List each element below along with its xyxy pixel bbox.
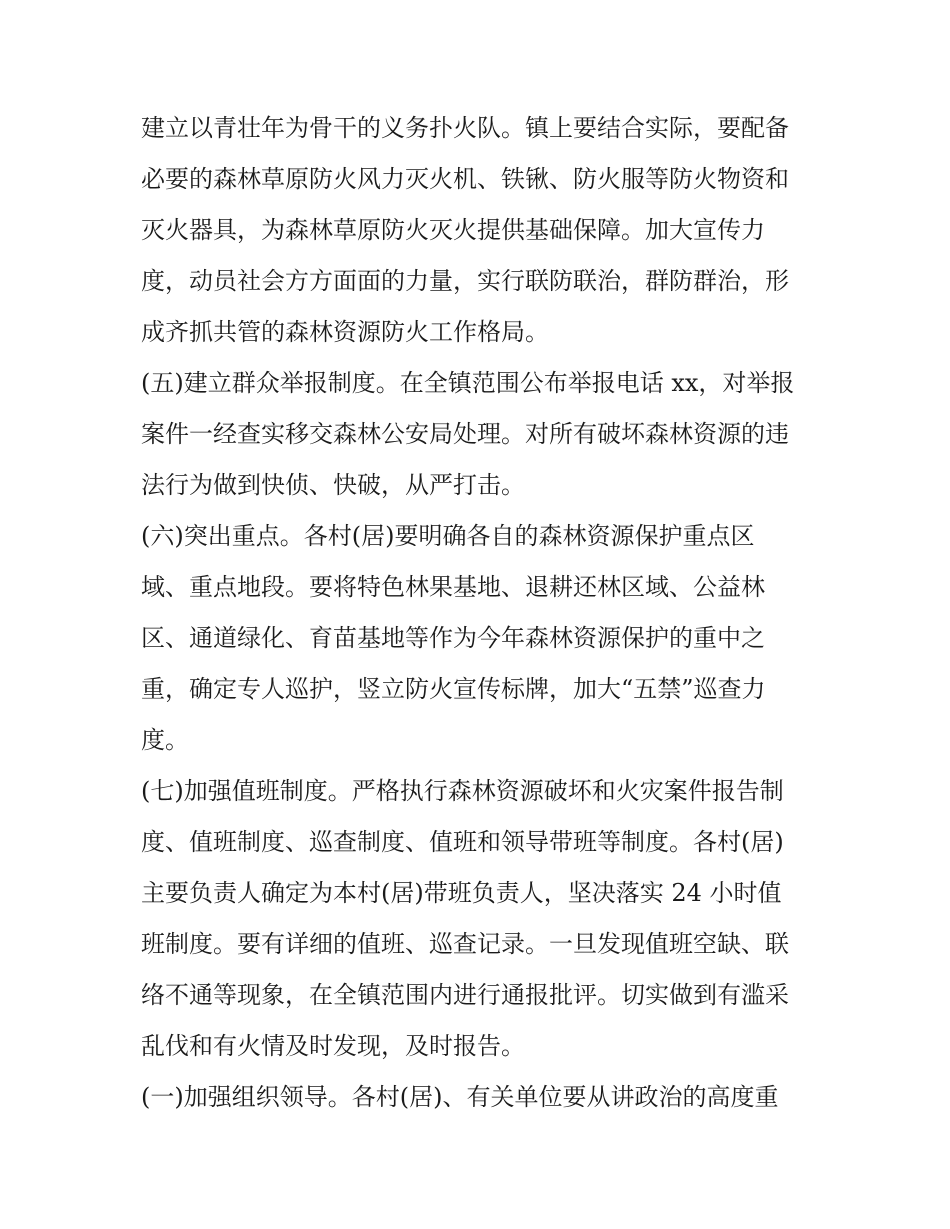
text-line: 案件一经查实移交森林公安局处理。对所有破坏森林资源的违: [141, 420, 789, 448]
text-line: 度、值班制度、巡查制度、值班和领导带班等制度。各村(居): [141, 828, 784, 856]
section-5-heading-line: (五)建立群众举报制度。在全镇范围公布举报电话 xx，对举报: [141, 369, 795, 397]
text-line: 区、通道绿化、育苗基地等作为今年森林资源保护的重中之: [141, 624, 765, 652]
text-line: 乱伐和有火情及时发现，及时报告。: [141, 1032, 525, 1060]
section-1-heading-line: (一)加强组织领导。各村(居)、有关单位要从讲政治的高度重: [141, 1083, 779, 1111]
text-line: 度。: [141, 726, 189, 754]
text-line: 主要负责人确定为本村(居)带班负责人，坚决落实 24 小时值: [141, 879, 782, 907]
document-body: [141, 103, 813, 1123]
text-line: 灭火器具，为森林草原防火灭火提供基础保障。加大宣传力: [141, 216, 765, 244]
text-line: 络不通等现象，在全镇范围内进行通报批评。切实做到有滥采: [141, 981, 789, 1009]
text-line: 度，动员社会方方面面的力量，实行联防联治，群防群治，形: [141, 267, 789, 295]
text-line: 建立以青壮年为骨干的义务扑火队。镇上要结合实际，要配备: [141, 114, 789, 142]
text-line: 域、重点地段。要将特色林果基地、退耕还林区域、公益林: [141, 573, 765, 601]
text-line: 必要的森林草原防火风力灭火机、铁锹、防火服等防火物资和: [141, 165, 789, 193]
text-line: 班制度。要有详细的值班、巡查记录。一旦发现值班空缺、联: [141, 930, 789, 958]
text-line: 法行为做到快侦、快破，从严打击。: [141, 471, 525, 499]
section-6-heading-line: (六)突出重点。各村(居)要明确各自的森林资源保护重点区: [141, 522, 755, 550]
text-line: 成齐抓共管的森林资源防火工作格局。: [141, 318, 549, 346]
section-7-heading-line: (七)加强值班制度。严格执行森林资源破坏和火灾案件报告制: [141, 777, 784, 805]
text-line: 重，确定专人巡护，竖立防火宣传标牌，加大“五禁”巡查力: [141, 675, 766, 703]
